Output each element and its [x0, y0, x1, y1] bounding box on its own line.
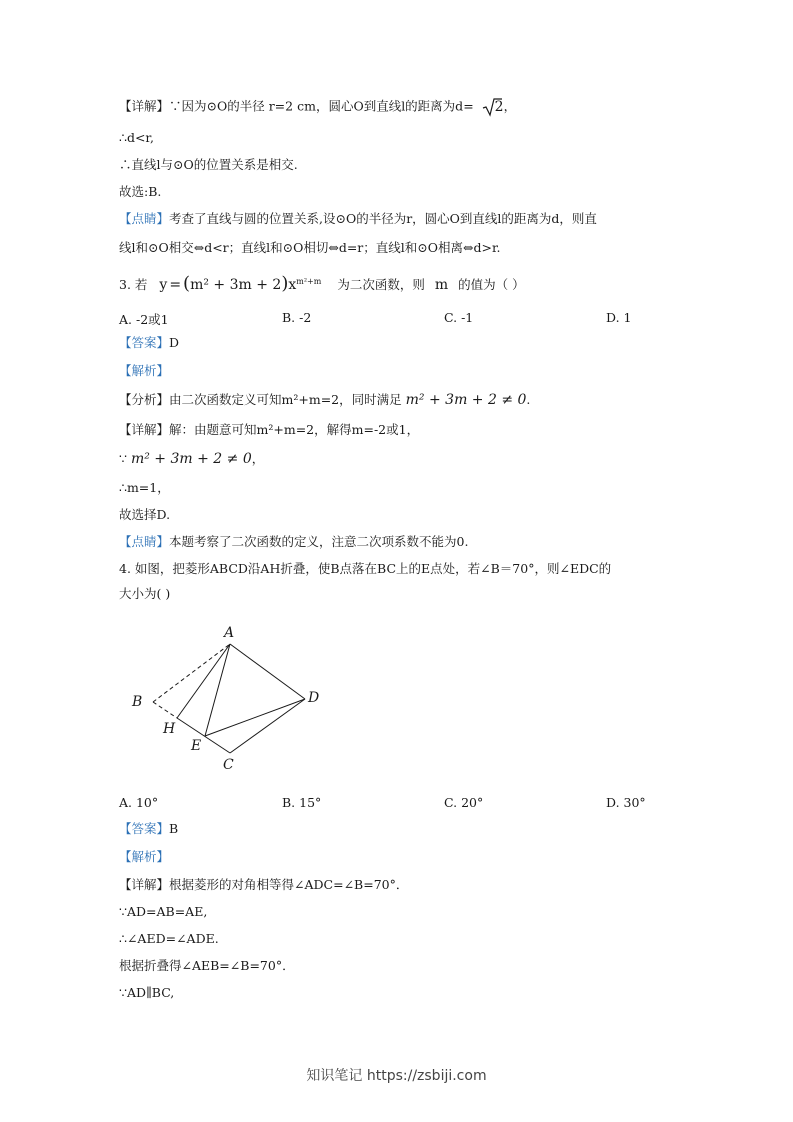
detail-line-3 [119, 422, 419, 438]
condition-expr: m² + 3m + 2 ≠ 0 [405, 392, 527, 408]
label-b: B [132, 694, 143, 710]
q3-mid: 为二次函数，则 [337, 277, 425, 293]
q4-option-b: B. 15° [282, 795, 322, 810]
comment-text-3: 本题考察了二次函数的定义，注意二次项系数不能为0. [169, 534, 469, 549]
segment-ad [230, 644, 305, 699]
analysis-tag: 【分析】 [119, 392, 170, 407]
detail-tag-3: 【详解】 [119, 422, 170, 437]
label-a: A [224, 625, 235, 641]
question-4-line-1: 4. 如图，把菱形ABCD沿AH折叠，使B点落在BC上的E点处，若∠B＝70°，则∠EDC的 [119, 561, 612, 576]
question-4-line-2: 大小为( ) [119, 586, 171, 601]
segment-ed [205, 699, 305, 736]
answer-3 [119, 335, 179, 351]
answer-value: D [169, 335, 180, 350]
q3-eq: = [169, 277, 182, 294]
q4-option-c: C. 20° [444, 795, 484, 810]
step-3: 根据折叠得∠AEB=∠B=70°． [119, 958, 295, 973]
segment-cd [230, 699, 305, 753]
answer-tag: 【答案】 [119, 335, 170, 350]
choice-d: 故选择D. [119, 507, 171, 522]
q3-option-d: D. 1 [606, 310, 632, 325]
analysis-tag-4: 【解析】 [119, 849, 170, 864]
q4-option-a: A. 10° [119, 795, 159, 810]
q3-exponent: m²+m [296, 277, 322, 286]
question-3 [119, 274, 525, 293]
because-line [119, 451, 264, 467]
label-h: H [163, 721, 176, 737]
analysis-line [119, 392, 530, 408]
step-2: ∴∠AED=∠ADE. [119, 931, 219, 946]
because-symbol: ∵ [119, 451, 127, 466]
answer-value-4: B [169, 821, 179, 836]
comment-line-1 [119, 211, 597, 227]
rhombus-figure [125, 620, 335, 780]
detail-text: ∵因为⊙O的半径 r=2 cm，圆心O到直线l的距离为d= [169, 98, 474, 114]
segment-hc [177, 718, 230, 753]
detail-text-4: 根据菱形的对角相等得∠ADC=∠B=70°． [169, 877, 409, 892]
segment-bh-dashed [153, 702, 177, 718]
detail-text-3: 解：由题意可知m²+m=2，解得m=-2或1， [169, 422, 420, 437]
segment-ae [205, 644, 230, 736]
comment-line-3 [119, 534, 468, 550]
q3-rparen: ) [281, 273, 289, 295]
segment-ba-dashed [153, 644, 230, 702]
answer-4 [119, 821, 178, 837]
condition-end: . [526, 392, 531, 407]
d-less-r: ∴d<r, [119, 130, 155, 145]
label-c: C [223, 757, 234, 773]
condition-end-2: ， [251, 451, 265, 466]
q3-suffix: 的值为（ ） [458, 277, 525, 293]
step-4: ∵AD∥BC, [119, 985, 175, 1000]
detail-tag: 【详解】 [119, 98, 170, 114]
segment-ah [177, 644, 230, 718]
sqrt-expression [482, 97, 504, 117]
analysis-text: 由二次函数定义可知m²+m=2，同时满足 [169, 392, 402, 407]
comment-line-2: 线l和⊙O相交⇔d<r；直线l和⊙O相切⇔d=r；直线l和⊙O相离⇔d>r. [119, 240, 501, 255]
detail-tail: ， [503, 98, 517, 114]
q3-option-a: A. -2或1 [119, 312, 169, 327]
q4-option-d: D. 30° [606, 795, 646, 810]
q3-option-b: B. -2 [282, 310, 312, 325]
q3-option-c: C. -1 [444, 310, 474, 325]
q3-y: y [159, 277, 168, 294]
q3-lparen: ( [183, 273, 191, 295]
q3-poly: m² + 3m + 2 [190, 277, 282, 294]
detail-tag-4: 【详解】 [119, 877, 170, 892]
q3-prefix: 3. 若 [119, 277, 148, 293]
analysis-tag-3: 【解析】 [119, 363, 170, 378]
comment-text: 考查了直线与圆的位置关系,设⊙O的半径为r，圆心O到直线l的距离为d，则直 [169, 211, 597, 226]
m-equals-1: ∴m=1， [119, 480, 170, 495]
detail-line-4 [119, 877, 408, 893]
comment-tag: 【点睛】 [119, 211, 170, 226]
condition-expr-2: m² + 3m + 2 ≠ 0 [130, 451, 252, 467]
detail-line-1 [119, 97, 516, 117]
choice-b: 故选:B. [119, 184, 162, 199]
comment-tag-3: 【点睛】 [119, 534, 170, 549]
conclusion-intersect: ∴直线l与⊙O的位置关系是相交. [119, 157, 298, 172]
footer-watermark: 知识笔记 https://zsbiji.com [306, 1068, 487, 1084]
q3-x: x [288, 277, 297, 294]
sqrt-value: 2 [494, 98, 504, 115]
label-e: E [191, 738, 202, 754]
step-1: ∵AD=AB=AE, [119, 904, 208, 919]
label-d: D [308, 690, 320, 706]
q3-m: m [434, 277, 449, 294]
answer-tag-4: 【答案】 [119, 821, 170, 836]
